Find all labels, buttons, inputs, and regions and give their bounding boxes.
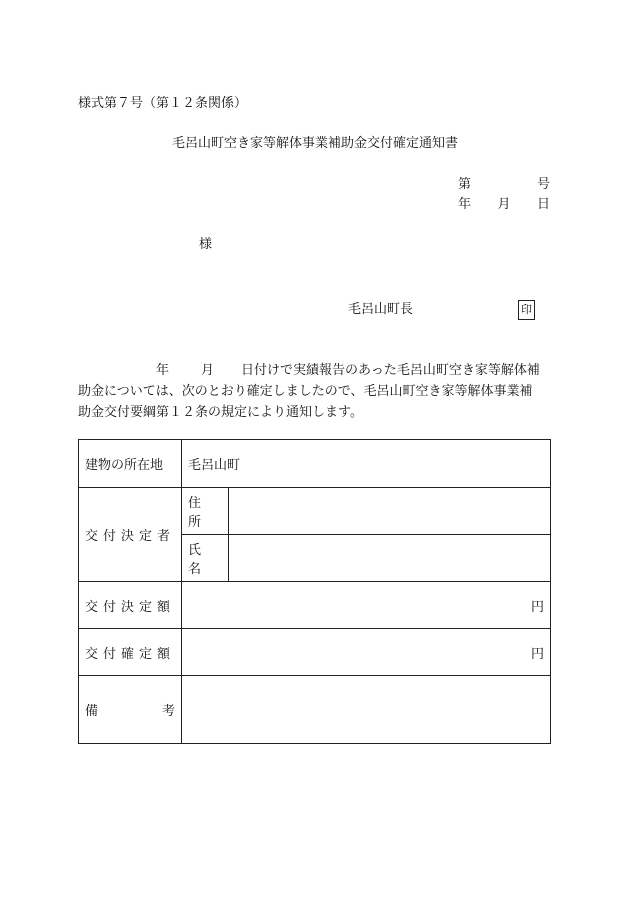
body-year: 年 xyxy=(156,363,170,378)
document-title: 毛呂山町空き家等解体事業補助金交付確定通知書 xyxy=(171,136,458,151)
body-line-2: 助金については、次のとおり確定しましたので、毛呂山町空き家等解体事業補 xyxy=(78,384,533,399)
date-month: 月 xyxy=(497,197,511,212)
address-label: 住所 xyxy=(182,488,229,535)
table-row-location xyxy=(79,440,551,488)
form-number-label: 様式第７号（第１２条関係） xyxy=(78,96,248,111)
name-value xyxy=(229,535,551,582)
decided-amount-unit: 円 xyxy=(182,582,551,629)
location-label: 建物の所在地 xyxy=(79,440,182,488)
date-year: 年 xyxy=(458,197,472,212)
body-line-1-text: 日付けで実績報告のあった毛呂山町空き家等解体補 xyxy=(241,363,540,378)
decided-person-label: 交付決定者 xyxy=(79,488,182,582)
remarks-value xyxy=(182,676,551,744)
body-month: 月 xyxy=(201,363,215,378)
document-number xyxy=(458,177,550,193)
addressee-honorific: 様 xyxy=(199,237,213,252)
address-value xyxy=(229,488,551,535)
document-date xyxy=(458,197,550,213)
number-prefix: 第 xyxy=(458,177,472,192)
remarks-label-2: 考 xyxy=(161,704,175,719)
notice-body xyxy=(78,360,550,423)
table-row-confirmed-amount xyxy=(79,629,551,676)
table-row-decided-amount xyxy=(79,582,551,629)
remarks-label xyxy=(79,676,182,744)
confirmed-amount-unit: 円 xyxy=(182,629,551,676)
body-line-3: 助金交付要綱第１２条の規定により通知します。 xyxy=(78,405,363,420)
seal-stamp: 印 xyxy=(518,300,535,320)
location-value: 毛呂山町 xyxy=(182,440,551,488)
table-row-remarks xyxy=(79,676,551,744)
decided-amount-label: 交付決定額 xyxy=(79,582,182,629)
table-row-address xyxy=(79,488,551,535)
confirmed-amount-label: 交付確定額 xyxy=(79,629,182,676)
remarks-label-1: 備 xyxy=(85,704,99,719)
grant-details-table xyxy=(78,439,551,744)
body-line-1 xyxy=(78,360,550,381)
date-day: 日 xyxy=(536,197,550,212)
issuer-name: 毛呂山町長 xyxy=(348,302,414,317)
name-label: 氏名 xyxy=(182,535,229,582)
number-suffix: 号 xyxy=(536,177,550,192)
